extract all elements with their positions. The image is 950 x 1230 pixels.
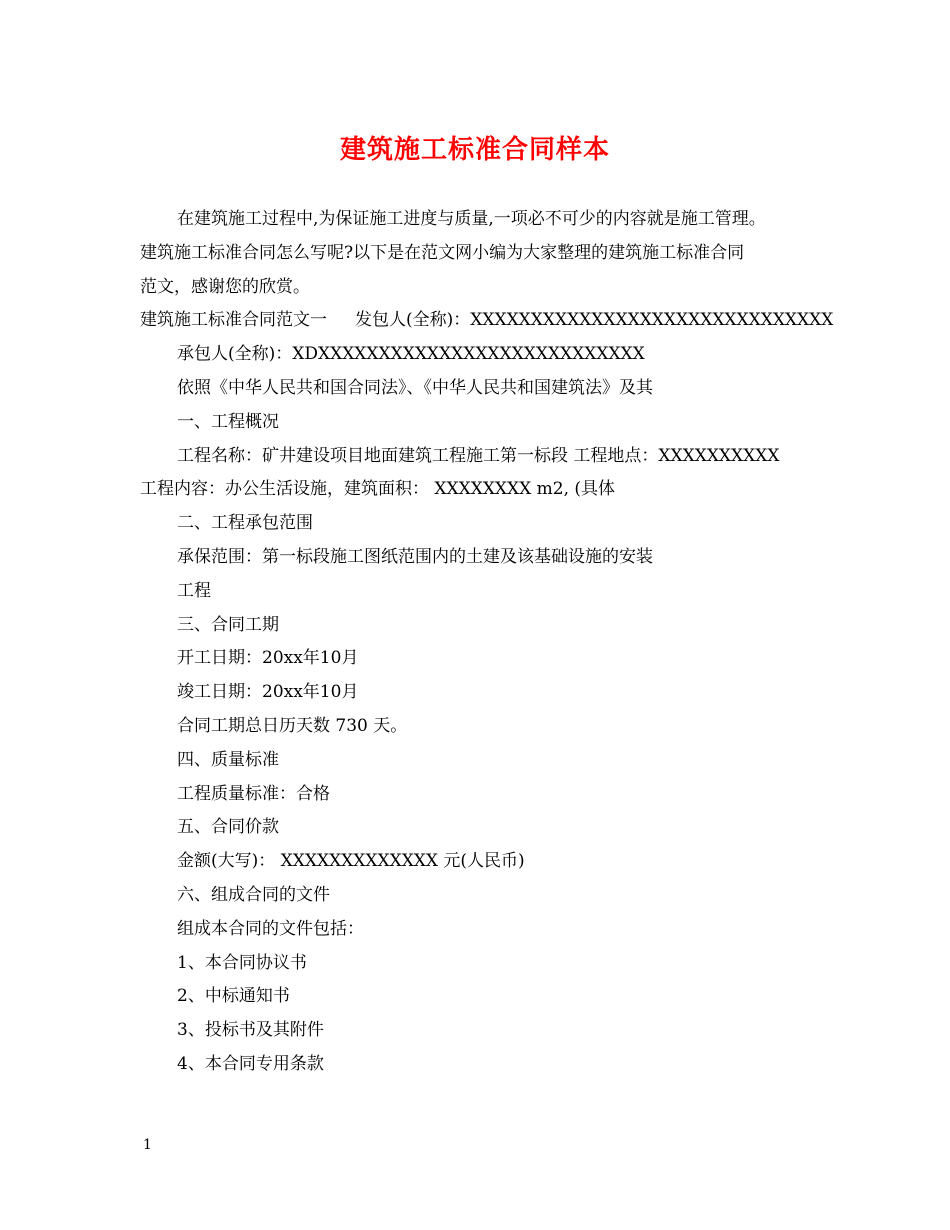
section-heading-price: 五、合同价款 — [177, 817, 279, 838]
project-name-field: 工程名称：矿井建设项目地面建筑工程施工第一标段 工程地点：XXXXXXXXXX — [177, 445, 780, 466]
section-heading-period: 三、合同工期 — [177, 614, 279, 635]
document-body — [140, 203, 840, 1082]
sample-line — [140, 304, 840, 338]
contractor-field: 承包人(全称)：XDXXXXXXXXXXXXXXXXXXXXXXXXXXX — [177, 344, 645, 365]
sample-heading: 建筑施工标准合同范文一 — [140, 310, 327, 331]
documents-intro: 组成本合同的文件包括： — [177, 918, 364, 939]
intro-line-2: 建筑施工标准合同怎么写呢?以下是在范文网小编为大家整理的建筑施工标准合同 — [140, 242, 745, 263]
section-heading-documents: 六、组成合同的文件 — [177, 884, 330, 905]
section-heading-overview: 一、工程概况 — [177, 411, 279, 432]
end-date-field: 竣工日期：20xx年10月 — [177, 682, 359, 703]
document-title: 建筑施工标准合同样本 — [339, 135, 610, 165]
project-content-field: 工程内容：办公生活设施，建筑面积： XXXXXXXX m2, (具体 — [140, 479, 616, 500]
section-heading-quality: 四、质量标准 — [177, 749, 279, 770]
start-date-field: 开工日期：20xx年10月 — [177, 648, 359, 669]
amount-field: 金额(大写)： XXXXXXXXXXXXX 元(人民币) — [177, 851, 525, 872]
section-heading-scope: 二、工程承包范围 — [177, 513, 313, 534]
scope-field: 承保范围：第一标段施工图纸范围内的土建及该基础设施的安装 — [177, 546, 653, 567]
intro-line-3: 范文，感谢您的欣赏。 — [140, 276, 310, 297]
list-item: 3、投标书及其附件 — [177, 1020, 324, 1041]
basis-paragraph: 依照《中华人民共和国合同法》、《中华人民共和国建筑法》及其 — [177, 377, 653, 398]
total-days-field: 合同工期总日历天数 730 天。 — [177, 715, 408, 736]
list-item: 4、本合同专用条款 — [177, 1053, 324, 1074]
list-item: 2、中标通知书 — [177, 986, 290, 1007]
page-number: 1 — [143, 1137, 152, 1153]
list-item: 1、本合同协议书 — [177, 952, 307, 973]
employer-field: 发包人(全称)：XXXXXXXXXXXXXXXXXXXXXXXXXXXXXX — [355, 310, 834, 331]
scope-continuation: 工程 — [177, 580, 211, 601]
intro-line-1: 在建筑施工过程中,为保证施工进度与质量,一项必不可少的内容就是施工管理。 — [177, 209, 766, 229]
quality-field: 工程质量标准：合格 — [177, 783, 330, 804]
